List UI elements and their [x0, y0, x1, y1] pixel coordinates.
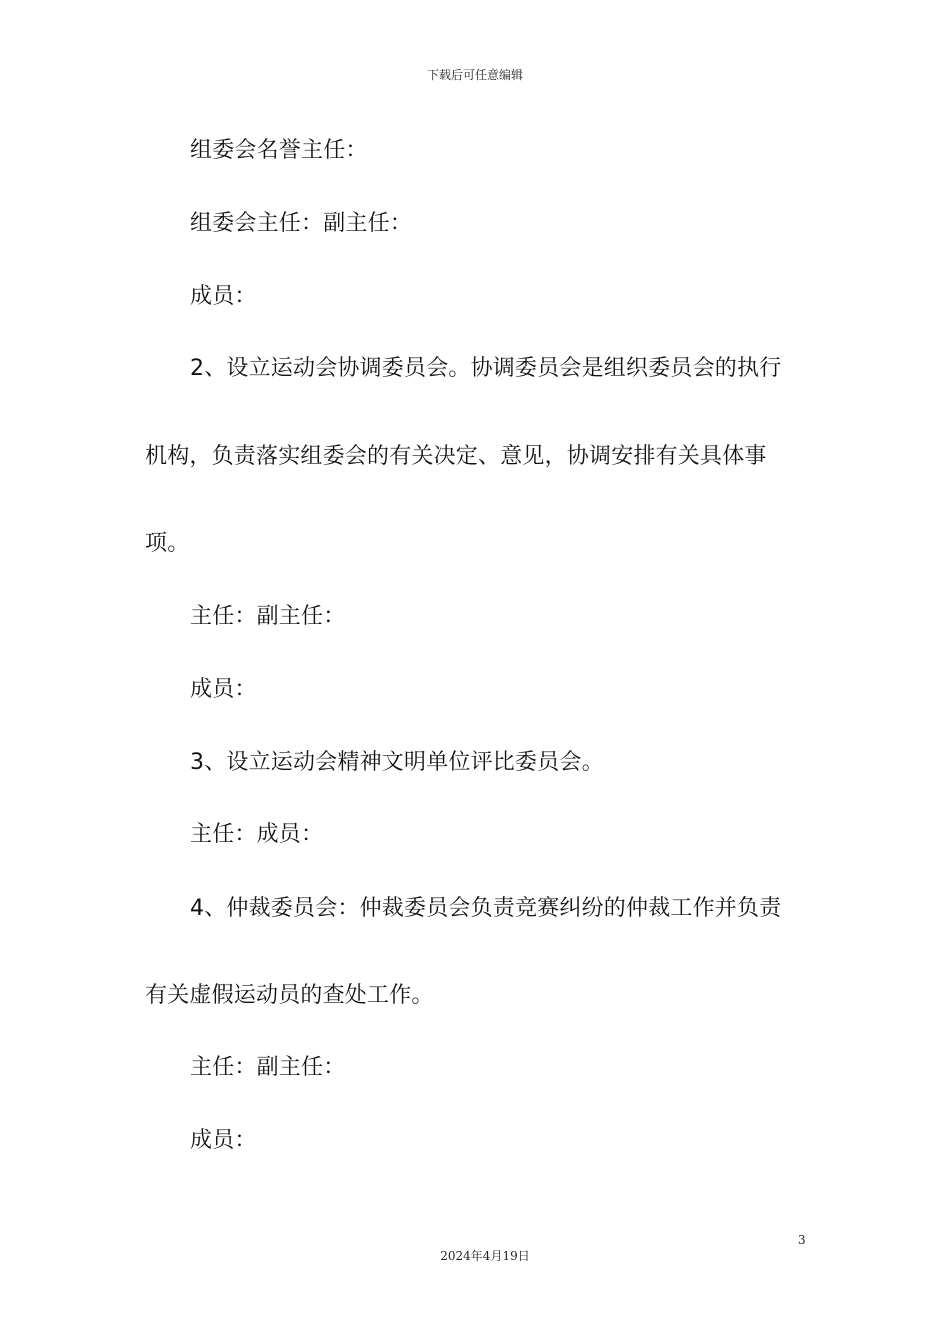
body-line: 2、设立运动会协调委员会。协调委员会是组织委员会的执行	[190, 356, 782, 381]
body-line: 成员：	[190, 1128, 257, 1153]
body-line: 3、设立运动会精神文明单位评比委员会。	[190, 750, 604, 775]
body-line: 成员：	[190, 677, 257, 702]
body-line: 主任：成员：	[190, 822, 324, 847]
footer-date: 2024年4月19日	[440, 1249, 530, 1263]
body-line: 4、仲裁委员会：仲裁委员会负责竞赛纠纷的仲裁工作并负责	[190, 896, 782, 921]
body-line: 主任：副主任：	[190, 604, 346, 629]
page-header: 下载后可任意编辑	[426, 68, 523, 82]
body-line: 有关虚假运动员的查处工作。	[145, 983, 434, 1008]
body-line: 项。	[145, 531, 190, 556]
body-line: 机构，负责落实组委会的有关决定、意见，协调安排有关具体事	[145, 444, 767, 469]
page-number: 3	[798, 1233, 806, 1247]
body-line: 组委会名誉主任：	[190, 138, 368, 163]
body-line: 主任：副主任：	[190, 1055, 346, 1080]
body-line: 成员：	[190, 284, 257, 309]
body-line: 组委会主任：副主任：	[190, 211, 413, 236]
